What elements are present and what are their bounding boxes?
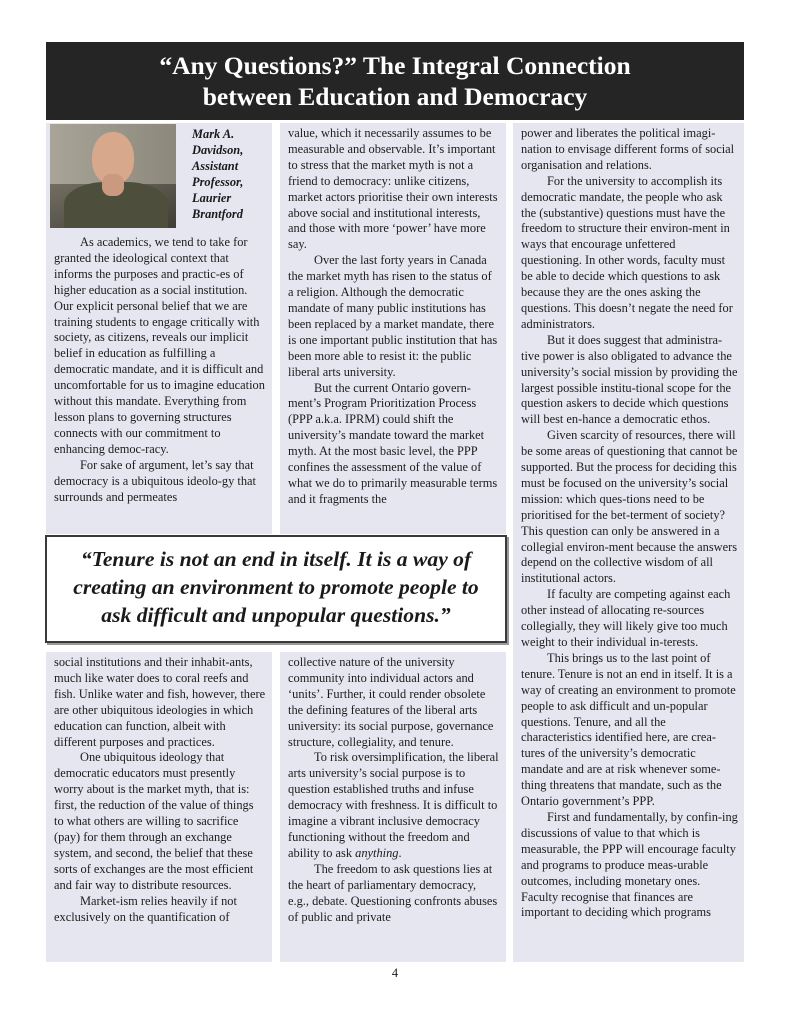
pull-quote-line: creating an environment to promote people to [73,575,479,599]
pull-quote [45,535,507,643]
paragraph: As academics, we tend to take for granted the ideological context that informs the purposes and practic-es of higher education as a social institution. Our explicit personal belief that we are training students to engage critically with society, as citizens, reveals our implicit belief in education as fulfilling a democratic mandate, and it is difficult and uncomfortable for us to imagine education without this mandate. Everything from lesson plans to governing structures connects with our commitment to enhancing democ-racy. [54,235,265,456]
paragraph: Market-ism relies heavily if not exclusively on the quantification of [54,893,237,924]
article-title-line-2: between Education and Democracy [202,82,588,111]
paragraph: Given scarcity of resources, there will be some areas of questioning that cannot be supported. But the process for deciding this must be focused on the university’s social mission: which ques-tions need to be prioritised for the bet-terment of society? This question can only be answered in a collegial environ-ment because the answers depend on the collective wisdom of all institutional actors. [521,428,738,586]
paragraph-text: To risk oversimplification, the liberal arts university’s social purpose is to question established truths and infuse democracy with freshness. It is difficult to imagine a vibrant inclusive democracy functioning without the freedom and ability to ask [288,750,499,860]
paragraph: collective nature of the university community into individual actors and ‘units’. Further, it could render obsolete the defining features of the liberal arts university: its social purpose, governance structure, collegiality, and tenure. [288,655,494,749]
byline-line: Mark A. [192,127,235,141]
paragraph: First and fundamentally, by confin-ing discussions of value to that which is measurable, the PPP will encourage faculty and programs to produce meas-urable outcomes, including monetary ones. Faculty recognise that finances are important to deciding which programs [521,809,738,920]
paragraph: Over the last forty years in Canada the market myth has risen to the status of a religion. Although the democratic mandate of many public institutions has been replaced by a market mandate, there is one important public institution that has been more able to resist it: the public liberal arts university. [288,253,498,379]
pull-quote-line: “Tenure is not an end in itself. It is a way of [80,547,472,571]
paragraph: For the university to accomplish its democratic mandate, the people who ask the (substantive) questions must have the freedom to structure their environ-ment in ways that encourage unfettered questioning. In other words, faculty must be able to decide which questions to ask because they are the ones asking the questions. This doesn’t negate the need for administrators. [521,173,733,331]
byline-line: Assistant [192,159,239,174]
paragraph: power and liberates the political imagi-nation to envisage different forms of social organisation and relations. [521,126,735,172]
page-number: 4 [391,966,399,980]
paragraph: This brings us to the last point of tenure. Tenure is not an end in itself. It is a way of creating an environment to promote people to ask difficult and un-popular questions. Tenure, and all the characteristics identified here, are crea-tures of the university’s democratic mandate and are at risk whenever some-thing threatens that mandate, such as the Ontario government’s PPP. [521,650,736,809]
byline-line: Davidson, [192,143,244,158]
paragraph: One ubiquitous ideology that democratic educators must presently worry about is the market myth, that is: first, the reduction of the value of things to what others are willing to sacrifice (pay) for them through an exchange system, and second, the belief that these sorts of exchanges are the most efficient and fair way to distribute resources. [54,750,254,892]
paragraph-text-end: . [398,845,402,860]
paragraph: value, which it necessarily assumes to be measurable and observable. It’s important to stress that the market myth is not a friend to democracy: unlike citizens, market actors prioritise their own interests above social and institutional interests, and those with more ‘power’ have more say. [288,126,498,252]
paragraph [288,750,500,861]
column-3 [513,123,744,962]
byline-line: Brantford [192,207,243,222]
pull-quote-line: ask difficult and unpopular questions.” [101,603,451,627]
article-title-banner [46,42,744,120]
paragraph: But it does suggest that administra-tive power is also obligated to advance the university’s social mission by providing the largest possible institu-tional scope for the question askers to decide which questions will best en-hance a democratic ethos. [521,332,738,427]
paragraph: For sake of argument, let’s say that democracy is a ubiquitous ideolo-gy that surrounds and permeates [54,457,256,504]
paragraph: But the current Ontario govern-ment’s Program Prioritization Process (PPP a.k.a. IPRM) could shift the university’s mandate toward the market myth. At the most basic level, the PPP confines the assessment of the value of what we do to primarily measurable terms and it fragments the [288,380,498,506]
column-1-bottom [46,652,272,962]
column-2-top [280,123,506,534]
column-2-bottom [280,652,506,962]
paragraph: social institutions and their inhabit-ants, much like water does to coral reefs and fish. Unlike water and fish, however, there are other ubiquitous ideologies in which education can function, albeit with different purposes and practices. [54,655,266,749]
paragraph: The freedom to ask questions lies at the heart of parliamentary democracy, e.g., debate. Questioning confronts abuses of public and private [288,861,498,924]
paragraph: If faculty are competing against each other instead of allocating re-sources collegially, they will likely give too much weight to their individual in-terests. [521,587,731,649]
emphasis-text: anything [355,845,399,860]
author-photo [50,124,176,228]
author-byline [192,126,270,223]
byline-line: Laurier [192,191,232,206]
byline-line: Professor, [192,175,244,190]
article-title-line-1: “Any Questions?” The Integral Connection [159,51,631,80]
